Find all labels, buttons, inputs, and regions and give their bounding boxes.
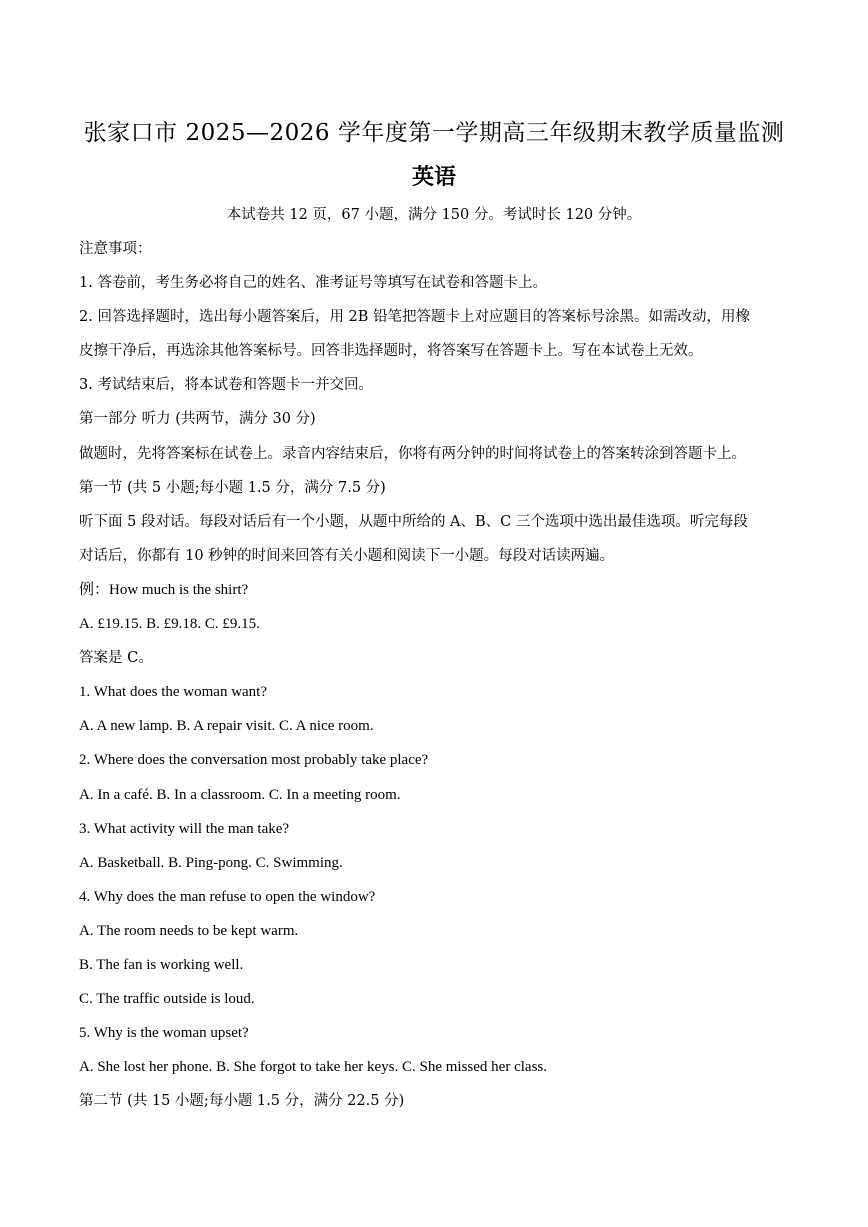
question-4-option-c: C. The traffic outside is loud. — [79, 991, 255, 1008]
subject-title: 英语 — [411, 164, 456, 190]
question-2: 2. Where does the conversation most probably take place? — [79, 752, 429, 769]
question-4: 4. Why does the man refuse to open the window? — [79, 888, 376, 905]
section1-heading: 第一节 (共 5 小题;每小题 1.5 分，满分 7.5 分) — [79, 479, 386, 496]
example-question: 例：How much is the shirt? — [79, 581, 249, 598]
question-2-options: A. In a café. B. In a classroom. C. In a meeting room. — [79, 786, 401, 803]
question-1: 1. What does the woman want? — [79, 684, 268, 701]
question-4-option-a: A. The room needs to be kept warm. — [79, 922, 299, 939]
part1-instruction: 做题时，先将答案标在试卷上。录音内容结束后，你将有两分钟的时间将试卷上的答案转涂到答题卡上。 — [79, 445, 746, 462]
question-5-options: A. She lost her phone. B. She forgot to take her keys. C. She missed her class. — [79, 1059, 547, 1076]
question-3-options: A. Basketball. B. Ping-pong. C. Swimming. — [79, 854, 343, 871]
question-4-option-b: B. The fan is working well. — [79, 956, 244, 973]
note-item-2-line-1: 2. 回答选择题时，选出每小题答案后，用 2B 铅笔把答题卡上对应题目的答案标号涂黑。如需改动，用橡 — [79, 309, 751, 326]
part1-heading: 第一部分 听力 (共两节，满分 30 分) — [79, 411, 316, 428]
question-5: 5. Why is the woman upset? — [79, 1025, 249, 1042]
note-item-2-line-2: 皮擦干净后，再选涂其他答案标号。回答非选择题时，将答案写在答题卡上。写在本试卷上无效。 — [79, 343, 703, 360]
exam-title: 张家口市 2025—2026 学年度第一学期高三年级期末教学质量监测 — [83, 120, 785, 146]
section1-instruction-line-1: 听下面 5 段对话。每段对话后有一个小题，从题中所给的 A、B、C 三个选项中选出最佳选项。听完每段 — [79, 513, 748, 530]
section1-instruction-line-2: 对话后，你都有 10 秒钟的时间来回答有关小题和阅读下一小题。每段对话读两遍。 — [79, 547, 615, 564]
notes-heading: 注意事项： — [79, 241, 152, 257]
note-item-1: 1. 答卷前，考生务必将自己的姓名、准考证号等填写在试卷和答题卡上。 — [79, 275, 547, 292]
example-answer: 答案是 C。 — [79, 650, 153, 667]
section2-heading: 第二节 (共 15 小题;每小题 1.5 分，满分 22.5 分) — [79, 1093, 405, 1110]
exam-info: 本试卷共 12 页，67 小题，满分 150 分。考试时长 120 分钟。 — [226, 207, 642, 223]
question-3: 3. What activity will the man take? — [79, 820, 290, 837]
note-item-3: 3. 考试结束后，将本试卷和答题卡一并交回。 — [79, 377, 373, 394]
question-1-options: A. A new lamp. B. A repair visit. C. A nice room. — [79, 718, 374, 735]
exam-body — [79, 232, 794, 1118]
example-options: A. £19.15. B. £9.18. C. £9.15. — [79, 616, 260, 633]
